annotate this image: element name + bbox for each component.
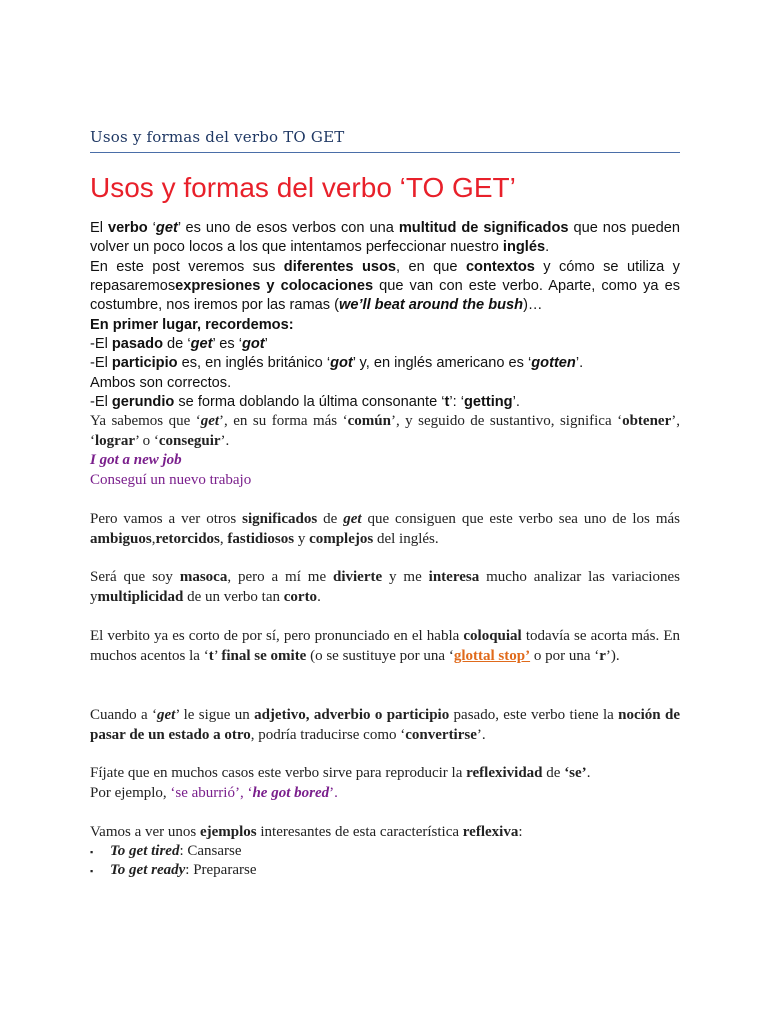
examples-intro: Vamos a ver unos ejemplos interesantes de esta característica reflexiva: — [90, 824, 523, 840]
fun-paragraph: Será que soy masoca, pero a mí me divierte y me interesa mucho analizar las variaciones ymultiplicidad de un verbo tan corto. — [90, 569, 681, 605]
example-spanish: Conseguí un nuevo trabajo — [90, 471, 252, 488]
example-english: I got a new job — [90, 452, 182, 468]
pronunciation-paragraph: El verbito ya es corto de por sí, pero pronunciado en el habla coloquial todavía se acorta más. En muchos acentos la ‘t’ final se omite (o se sustituye por una ‘glottal stop’ o por una ‘r’). — [90, 628, 681, 664]
meaning-paragraph: Ya sabemos que ‘get’, en su forma más ‘común’, y seguido de sustantivo, significa ‘obtener’, ‘lograr’ o ‘conseguir’. — [90, 413, 680, 449]
list-item: ▪ To get ready: Prepararse — [90, 862, 257, 878]
recall-heading: En primer lugar, recordemos: — [90, 317, 294, 333]
article-title: Usos y formas del verbo ‘TO GET’ — [90, 172, 516, 203]
intro-paragraph: El verbo ‘get’ es uno de esos verbos con una multitud de significados que nos pueden volver un poco locos a los que intentamos perfeccionar nuestro inglés. — [90, 220, 680, 256]
document-heading: Usos y formas del verbo TO GET — [90, 128, 345, 146]
bullet-icon: ▪ — [90, 846, 94, 857]
participle-line: -El participio es, en inglés británico ‘got’ y, en inglés americano es ‘gotten’. — [90, 355, 584, 372]
meanings-paragraph: Pero vamos a ver otros significados de get que consiguen que este verbo sea uno de los más ambiguos,retorcidos, fastidiosos y complejos del inglés. — [90, 511, 680, 547]
state-change-paragraph: Cuando a ‘get’ le sigue un adjetivo, adverbio o participio pasado, este verbo tiene la noción de pasar de un estado a otro, podría traducirse como ‘convertirse’. — [90, 707, 680, 743]
recall-section — [90, 316, 680, 412]
glottal-stop-link[interactable]: glottal stop’ — [453, 647, 531, 664]
heading-divider — [90, 152, 680, 153]
past-tense-line: -El pasado de ‘get’ es ‘got’ — [90, 336, 268, 353]
post-overview-paragraph: En este post veremos sus diferentes usos, en que contextos y cómo se utiliza y repasaremosexpresiones y colocaciones que van con este verbo. Aparte, como ya es costumbre, nos iremos por las ramas (we’ll beat around the bush)… — [90, 259, 680, 314]
example-block — [90, 451, 680, 490]
list-item: ▪ To get tired: Cansarse — [90, 843, 242, 859]
reflexive-paragraph: Fíjate que en muchos casos este verbo sirve para reproducir la reflexividad de ‘se’. Por ejemplo, ‘se aburrió’, ‘he got bored’. — [90, 765, 591, 801]
bullet-icon: ▪ — [90, 865, 94, 876]
gerund-line: -El gerundio se forma doblando la última consonante ‘t’: ‘getting’. — [90, 393, 520, 410]
both-correct-line: Ambos son correctos. — [90, 374, 232, 391]
